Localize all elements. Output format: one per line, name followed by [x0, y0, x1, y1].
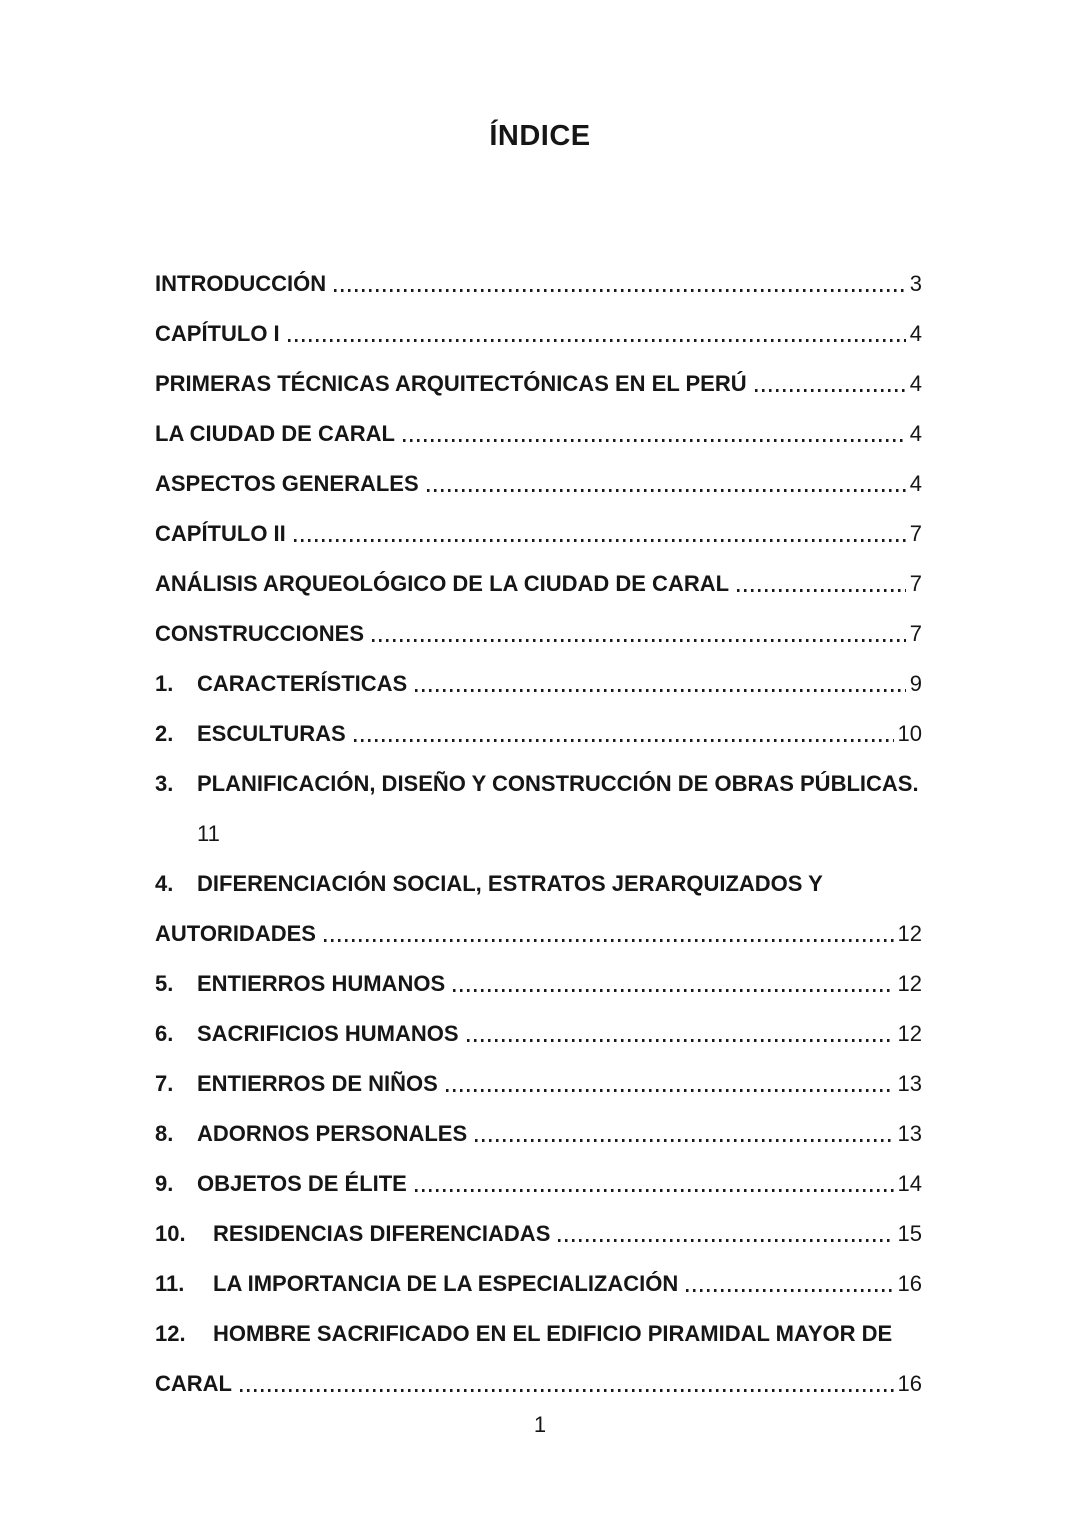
dot-leader	[294, 539, 906, 542]
toc-row	[155, 495, 922, 545]
toc-row	[155, 1195, 922, 1245]
toc-entry-number: 4.	[155, 871, 174, 896]
toc-entry-page: 9	[909, 671, 922, 696]
toc-entry-number: 2.	[155, 721, 174, 746]
dot-leader	[467, 1039, 894, 1042]
toc-entry-page: 4	[909, 371, 922, 396]
toc-entry-number: 7.	[155, 1071, 174, 1096]
toc-entry-page: 4	[909, 421, 922, 446]
toc-entry-label: ESCULTURAS	[197, 721, 346, 746]
toc-entry-label: SACRIFICIOS HUMANOS	[197, 1021, 459, 1046]
dot-leader	[372, 639, 906, 642]
toc-entry-number: 12.	[155, 1321, 186, 1346]
dot-leader	[415, 1189, 894, 1192]
toc-entry-page: 7	[909, 521, 922, 546]
footer-page-number: 1	[533, 1412, 547, 1437]
toc-row	[155, 1295, 922, 1345]
toc-entry-page: 16	[897, 1271, 922, 1296]
toc-entry-label: PLANIFICACIÓN, DISEÑO Y CONSTRUCCIÓN DE OBRAS PÚBLICAS.	[197, 771, 919, 796]
toc-entry-page: 13	[897, 1121, 922, 1146]
toc-entry-label: CARACTERÍSTICAS	[197, 671, 408, 696]
dot-leader	[240, 1389, 894, 1392]
dot-leader	[334, 289, 906, 292]
toc-entry-page: 10	[897, 721, 922, 746]
toc-row	[155, 745, 922, 795]
toc-entry-page: 4	[909, 321, 922, 346]
toc-entry-label: LA IMPORTANCIA DE LA ESPECIALIZACIÓN	[213, 1271, 679, 1296]
toc-entry-page: 7	[909, 571, 922, 596]
toc-row	[155, 1245, 922, 1295]
toc-entry-page: 12	[897, 1021, 922, 1046]
toc-entry-label: RESIDENCIAS DIFERENCIADAS	[213, 1221, 551, 1246]
toc-entry-label: OBJETOS DE ÉLITE	[197, 1171, 407, 1196]
toc-row-continuation	[155, 895, 922, 945]
toc-entry-number: 5.	[155, 971, 174, 996]
toc-entry-label: CAPÍTULO II	[155, 521, 286, 546]
toc-row	[155, 645, 922, 695]
dot-leader	[453, 989, 893, 992]
toc-row-continuation	[155, 1345, 922, 1395]
dot-leader	[475, 1139, 893, 1142]
table-of-contents	[155, 245, 922, 1395]
toc-row	[155, 245, 922, 295]
toc-row	[155, 1045, 922, 1095]
toc-entry-number: 10.	[155, 1221, 186, 1246]
dot-leader	[354, 739, 894, 742]
toc-entry-page: 13	[897, 1071, 922, 1096]
toc-row	[155, 295, 922, 345]
toc-row	[155, 595, 922, 645]
toc-entry-page: 12	[897, 921, 922, 946]
dot-leader	[324, 939, 894, 942]
toc-entry-label: HOMBRE SACRIFICADO EN EL EDIFICIO PIRAMIDAL MAYOR DE	[213, 1321, 893, 1346]
toc-entry-label: ADORNOS PERSONALES	[197, 1121, 468, 1146]
toc-entry-number: 8.	[155, 1121, 174, 1146]
toc-entry-label: ENTIERROS DE NIÑOS	[197, 1071, 438, 1096]
toc-row	[155, 395, 922, 445]
toc-entry-page: 4	[909, 471, 922, 496]
dot-leader	[288, 339, 906, 342]
dot-leader	[415, 689, 906, 692]
dot-leader	[558, 1239, 893, 1242]
toc-entry-label: CAPÍTULO I	[155, 321, 280, 346]
page-title: ÍNDICE	[489, 120, 591, 152]
toc-row	[155, 545, 922, 595]
toc-entry-label: CONSTRUCCIONES	[155, 621, 365, 646]
toc-entry-label: ASPECTOS GENERALES	[155, 471, 419, 496]
dot-leader	[737, 589, 906, 592]
toc-row	[155, 445, 922, 495]
toc-entry-page: 15	[897, 1221, 922, 1246]
toc-row	[155, 1145, 922, 1195]
toc-entry-label-continuation: CARAL	[155, 1371, 232, 1396]
toc-entry-page: 16	[897, 1371, 922, 1396]
toc-entry-label: INTRODUCCIÓN	[155, 271, 327, 296]
toc-row-continuation	[155, 795, 922, 845]
toc-entry-number: 6.	[155, 1021, 174, 1046]
toc-entry-number: 9.	[155, 1171, 174, 1196]
dot-leader	[446, 1089, 894, 1092]
dot-leader	[403, 439, 906, 442]
toc-entry-label-continuation: AUTORIDADES	[155, 921, 316, 946]
toc-entry-page: 3	[909, 271, 922, 296]
dot-leader	[427, 489, 906, 492]
toc-row	[155, 345, 922, 395]
toc-entry-label: ENTIERROS HUMANOS	[197, 971, 446, 996]
toc-entry-page: 14	[897, 1171, 922, 1196]
toc-row	[155, 995, 922, 1045]
toc-entry-label: LA CIUDAD DE CARAL	[155, 421, 395, 446]
toc-entry-label: DIFERENCIACIÓN SOCIAL, ESTRATOS JERARQUIZADOS Y	[197, 871, 823, 896]
toc-row	[155, 845, 922, 895]
toc-entry-number: 1.	[155, 671, 174, 696]
toc-entry-page: 12	[897, 971, 922, 996]
dot-leader	[755, 389, 906, 392]
toc-row	[155, 695, 922, 745]
toc-entry-label: ANÁLISIS ARQUEOLÓGICO DE LA CIUDAD DE CARAL	[155, 571, 730, 596]
dot-leader	[686, 1289, 893, 1292]
toc-row	[155, 945, 922, 995]
toc-entry-page: 7	[909, 621, 922, 646]
toc-entry-number: 3.	[155, 771, 174, 796]
toc-entry-number: 11.	[155, 1271, 185, 1296]
toc-row	[155, 1095, 922, 1145]
toc-entry-page: 11	[197, 821, 220, 846]
toc-entry-label: PRIMERAS TÉCNICAS ARQUITECTÓNICAS EN EL PERÚ	[155, 371, 747, 396]
